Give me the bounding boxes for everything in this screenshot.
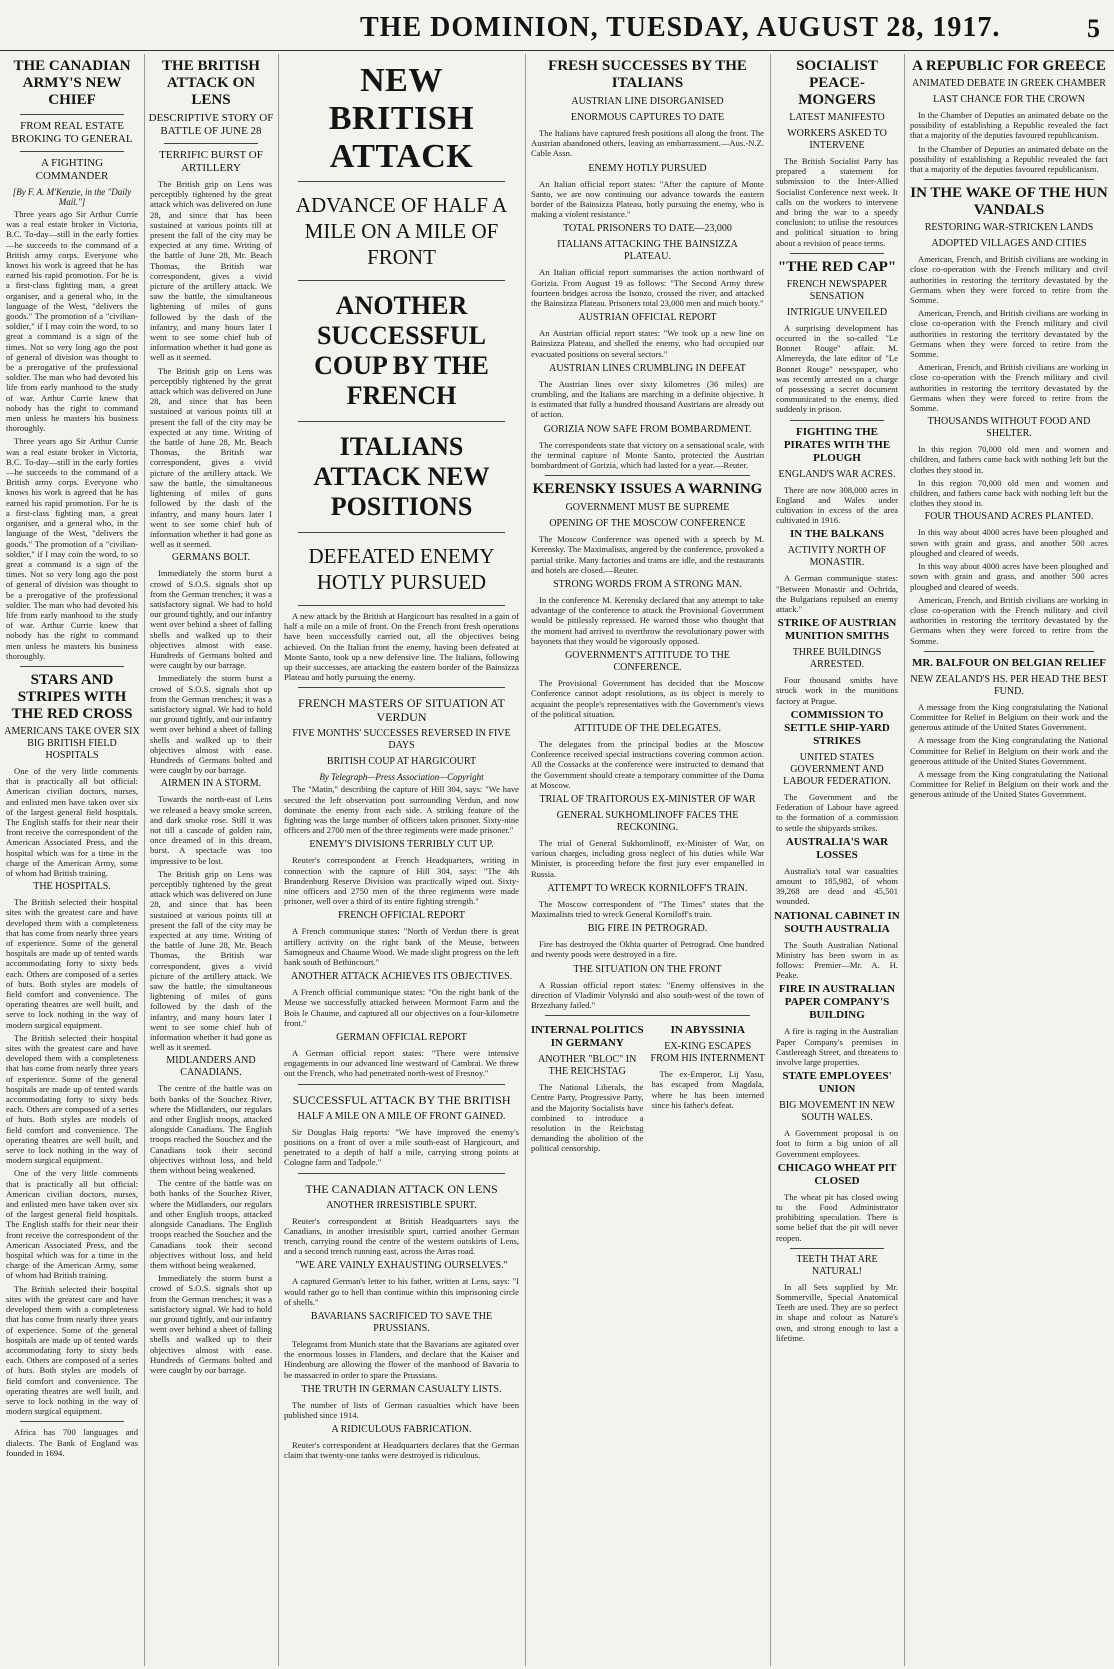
article-body: Three years ago Sir Arthur Currie was a real estate broker in Victoria, B.C. To-day—still in the early forties—he succeeds to the command of a British army corps. Everyone who knows his work is agreed that he has earned his rapid promotion. For he is a first-class fighting man, a great organiser, and a general who, in the language of the West, "delivers the goods." The promotion of a "civilian-soldier," if I may coin the word, to so great a command is a sign of the times. Not so very long ago the post of general of division was thought to be a prerogative of the professional soldier. The man who had devoted his life from early manhood to the study of war. Arthur Currie knew that nobody has the right to command men unless he masters his business thoroughly.	[6, 209, 138, 434]
article-body: An Italian official report summarises the action northward of Gorizia. From August 19 as follows: "The Second Army threw fourteen bridges across the Isonzo, crossed the river, and attacked the Bainsizza Plateau. Prisoners total 23,000 men and much booty."	[531, 267, 764, 309]
divider	[20, 666, 124, 667]
section-head: "WE ARE VAINLY EXHAUSTING OURSELVES."	[295, 1260, 508, 1272]
section-head: FRENCH OFFICIAL REPORT	[338, 910, 465, 922]
article-headline: CHICAGO WHEAT PIT CLOSED	[777, 1161, 897, 1187]
article-body: American, French, and British civilians are working in close co-operation with the French military and civil authorities in restoring the territory devastated by the Germans when they were forced to retire from the Somme.	[910, 594, 1108, 646]
article-body: A captured German's letter to his father, written at Lens, says: "I would rather go to hell than continue within this imprisoning circle of shells."	[284, 1276, 519, 1307]
article-body: The British Socialist Party has prepared a statement for submission to the Inter-Allied Socialist Conference next week. It calls on the workers to intervene and bring the war to a speedy conclusion; to utilise the resources and political situation to bring about a revision of peace terms.	[776, 156, 898, 248]
article-body: The British grip on Lens was perceptibly tightened by the great attack which was delivered on June 28, and since that has been sustained at various points till at present the fall of the city may be expected at any time. Writing of the battle of June 28, Mr. Beach Thomas, the British war correspondent, gives a vivid picture of the artillery attack. We saw the battle, the simultaneous lightening of miles of guns followed by the dash of the infantry, and many hours later I went to see some chief hub of information whether it had gone as well as it seemed.	[150, 365, 272, 550]
article-subhead: ACTIVITY NORTH OF MONASTIR.	[787, 545, 887, 569]
article-body: A message from the King congratulating the National Committee for Relief in Belgium on their work and the generous attitude of the United States Government.	[910, 768, 1108, 800]
article-headline: KERENSKY ISSUES A WARNING	[532, 481, 763, 498]
article-body: Immediately the storm burst a crowd of S.O.S. signals shot up from the German trenches; it was a satisfactory signal. We had to hold our ground tightly, and our infantry went over behind a sheet of falling shells and walked up to their objectives almost with ease. Hundreds of Germans bolted and were caught by our barrage.	[150, 568, 272, 671]
article-body: The British grip on Lens was perceptibly tightened by the great attack which was delivered on June 28, and since that has been sustained at various points till at present the fall of the city may be expected at any time. Writing of the battle of June 28, Mr. Beach Thomas, the British war correspondent, gives a vivid picture of the artillery attack. We saw the battle, the simultaneous lightening of miles of guns followed by the dash of the infantry, and many hours later I went to see some chief hub of information whether it had gone as well as it seemed.	[150, 868, 272, 1053]
article-body: American, French, and British civilians are working in close co-operation with the French military and civil authorities in restoring the territory devastated by the Germans when they were forced to retire from the Somme.	[910, 308, 1108, 360]
article-body: In this way about 4000 acres have been ploughed and sown with grain and grass, and another 500 acres ploughed and cleared of weeds.	[910, 561, 1108, 592]
article-body: Reuter's correspondent at French Headquarters, writing in connection with the capture of Hill 304, says: "The 4th Brandenburg Reserve Division was practically wiped out. Sixty-nine officers and 2750 men of the three regiments were made prisoner, well over a third of its entire fighting strength."	[284, 855, 519, 907]
article-subhead: DESCRIPTIVE STORY OF BATTLE OF JUNE 28	[148, 112, 274, 137]
section-head: BIG FIRE IN PETROGRAD.	[587, 923, 708, 935]
article-headline: MR. BALFOUR ON BELGIAN RELIEF	[911, 656, 1107, 669]
section-head: TRIAL OF TRAITOROUS EX-MINISTER OF WAR	[539, 793, 756, 805]
article-body: An Austrian official report states: "We took up a new line on Bainsizza Plateau, and shelled the enemy, who had occupied our evacuated positions on several sectors."	[531, 328, 764, 359]
section-head: GENERAL SUKHOMLINOFF FACES THE RECKONING.	[556, 809, 739, 833]
article-body: Immediately the storm burst a crowd of S.O.S. signals shot up from the German trenches; it was a satisfactory signal. We had to hold our ground tightly, and our infantry went over behind a sheet of falling shells and walked up to their objectives almost with ease. Hundreds of Germans bolted and were caught by our barrage.	[150, 673, 272, 776]
section-subhead: MIDLANDERS AND CANADIANS.	[166, 1055, 256, 1079]
article-body: American, French, and British civilians are working in close co-operation with the French military and civil authorities in restoring the territory devastated by the Germans when they were forced to retire from the Somme.	[910, 362, 1108, 414]
article-subhead: FROM REAL ESTATE BROKING TO GENERAL	[11, 120, 133, 145]
lead-intro: A new attack by the British at Hargicourt has resulted in a gain of half a mile on a mile of front. On the French front fresh operations have been successfully carried out, all the objectives being achieved. On the Italian front the enemy, having been defeated at Monte Santo, took up a new defensive line. The Italians, following up their successes, are attacking the eastern border of the Bainsizza Plateau and hotly pursuing the enemy.	[284, 611, 519, 683]
article-body: The number of lists of German casualties which have been published since 1914.	[284, 1399, 519, 1420]
section-head: BAVARIANS SACRIFICED TO SAVE THE PRUSSIANS.	[310, 1310, 493, 1334]
divider	[298, 1173, 505, 1174]
section-head: AUSTRIAN LINES CRUMBLING IN DEFEAT	[549, 362, 746, 374]
article-body: One of the very little comments that is practically all but official: American civilian doctors, nurses, and enlisted men have taken over six of the largest general field hospitals. The English staffs for their near their front receive the correspondent of the American Associated Press, and the hospital which was for a time in the charge of the American Army, some of whom had British training.	[6, 765, 138, 878]
article-body: In the Chamber of Deputies an animated debate on the possibility of establishing a Republic revealed the fact that a majority of the deputies favoured republicanism.	[910, 143, 1108, 175]
article-subhead: ENORMOUS CAPTURES TO DATE	[570, 112, 725, 123]
section-head: GERMAN OFFICIAL REPORT	[336, 1032, 467, 1044]
article-body: American, French, and British civilians are working in close co-operation with the French military and civil authorities in restoring the territory devastated by the Germans when they were forced to retire from the Somme.	[910, 254, 1108, 306]
article-subhead: UNITED STATES GOVERNMENT AND LABOUR FEDERATION.	[783, 751, 891, 787]
article-body: A surprising development has occurred in the so-called "Le Bonnet Rouge" affair. M. Almereyda, the late editor of "Le Bonnet Rouge" newspaper, who was recently arrested on a charge of possessing a secret document communicated to the enemy, died suddenly in prison.	[776, 322, 898, 415]
divider	[924, 651, 1094, 652]
article-headline: THE BRITISH ATTACK ON LENS	[162, 58, 260, 108]
article-body: A Government proposal is on foot to form a big union of all Government employees.	[776, 1128, 898, 1159]
lead-headline: NEW BRITISH ATTACK	[328, 62, 475, 175]
divider	[164, 143, 258, 144]
article-headline: NATIONAL CABINET IN SOUTH AUSTRALIA	[774, 909, 900, 935]
article-body: The Government and the Federation of Labour have agreed to the formation of a commission to settle the shipyards strikes.	[776, 791, 898, 833]
article-body: A French official communique states: "On the right bank of the Meuse we successfully attacked between Mormont Farm and the Bois le Chaume, and captured all our objectives on a four-kilometre front."	[284, 987, 519, 1028]
article-body: One of the very little comments that is practically all but official: American civilian doctors, nurses, and enlisted men have taken over six of the largest general field hospitals. The English staffs for their near their front receive the correspondent of the American Associated Press, and the hospital which was for a time in the charge of the American Army, some of whom had British training.	[6, 1168, 138, 1281]
article-headline: SOCIALIST PEACE-MONGERS	[796, 58, 878, 108]
section-head: ATTEMPT TO WRECK KORNILOFF'S TRAIN.	[547, 882, 748, 894]
article-body: The Moscow Conference was opened with a speech by M. Kerensky. The Maximalists, angered by the conference, provoked a partial strike. Many factories and trams are idle, and the restaurants and hotels are closed.—Reuter.	[531, 534, 764, 575]
article-headline: IN THE WAKE OF THE HUN VANDALS	[910, 185, 1108, 219]
article-body: In the Chamber of Deputies an animated debate on the possibility of establishing a Republic revealed the fact that a majority of the deputies favoured republicanism.	[910, 110, 1108, 141]
advertisement-headline: TEETH THAT ARE NATURAL!	[796, 1253, 878, 1277]
article-body: A German official report states: "There were intensive engagements in our advanced line westward of Cambrai. We threw out the French, who had penetrated north-west of Fresnoy."	[284, 1048, 519, 1079]
article-body: The centre of the battle was on both banks of the Souchez River, where the Midlanders, our regulars and other English troops, attacked alongside Canadians. The English troops reached the Souchez and the Canadians took their second objectives without loss, and held them without being weakened.	[150, 1178, 272, 1270]
column-separator	[144, 54, 145, 1666]
section-head: ITALIANS ATTACKING THE BAINSIZZA PLATEAU.	[557, 239, 738, 263]
divider	[298, 1084, 505, 1085]
article-body: The Provisional Government has decided that the Moscow Conference cannot adopt resolutions, as its object is merely to acquaint the people's representatives with the Government's views of the political situation.	[531, 678, 764, 719]
column-4	[527, 54, 768, 1666]
section-subhead: FOUR THOUSAND ACRES PLANTED.	[924, 511, 1094, 523]
article-subhead: TERRIFIC BURST OF ARTILLERY	[159, 149, 263, 174]
byline: [By F. A. M'Kenzie, in the "Daily Mail."]	[12, 187, 132, 207]
section-head: ANOTHER ATTACK ACHIEVES ITS OBJECTIVES.	[290, 971, 513, 983]
divider	[545, 475, 750, 476]
article-body: The ex-Emperor, Lij Yasu, has escaped from Magdala, where he has been interned since his father's defeat.	[651, 1069, 764, 1110]
column-separator	[904, 54, 905, 1666]
article-body: The correspondents state that victory on a sensational scale, with the terminal capture of Monte Santo, protected the Austrian bombardment of Gorizia, which had lasted for a year.—Reuter.	[531, 439, 764, 471]
masthead-title: THE DOMINION, TUESDAY, AUGUST 28, 1917.	[360, 12, 1001, 43]
article-body: Reuter's correspondent at British Headquarters says the Canadians, in another irresistible spurt, carried another German trench, carrying round the centre of the western outskirts of Lens, and a second trench running east, across the Arras road.	[284, 1215, 519, 1257]
divider	[790, 420, 884, 421]
lead-subhead: ANOTHER SUCCESSFUL COUP BY THE FRENCH	[314, 291, 489, 410]
article-body: The Austrian lines over sixty kilometres (36 miles) are crumbling, and the Italians are marching in a definite objective. It is estimated that fully a hundred thousand Austrians are already out of action.	[531, 378, 764, 420]
article-subhead: NEW ZEALAND'S HS. PER HEAD THE BEST FUND.	[910, 673, 1108, 697]
article-subhead: FIVE MONTHS' SUCCESSES REVERSED IN FIVE DAYS	[292, 728, 511, 752]
column-6	[906, 54, 1112, 1666]
divider	[298, 687, 505, 688]
article-subhead: INTRIGUE UNVEILED	[786, 306, 888, 318]
article-subhead: OPENING OF THE MOSCOW CONFERENCE	[549, 518, 746, 530]
article-body: The South Australian National Ministry has been sworn in as follows: Premier—Mr. A. H. Peake.	[776, 939, 898, 981]
article-headline: STARS AND STRIPES WITH THE RED CROSS	[11, 671, 133, 722]
article-body: Sir Douglas Haig reports: "We have improved the enemy's positions on a front of over a mile south-east of Hargicourt, and penetrated to a depth of half a mile, carrying strong points at Cologne farm and Tadpole."	[284, 1126, 519, 1168]
divider	[924, 179, 1094, 180]
section-subhead: AIRMEN IN A STORM.	[160, 778, 262, 790]
article-headline: STRIKE OF AUSTRIAN MUNITION SMITHS	[777, 617, 897, 643]
divider	[298, 421, 505, 422]
article-subhead: LAST CHANCE FOR THE CROWN	[933, 94, 1085, 105]
byline: By Telegraph—Press Association—Copyright	[319, 772, 484, 783]
article-subhead: AMERICANS TAKE OVER SIX BIG BRITISH FIELD HOSPITALS	[4, 725, 140, 761]
divider	[545, 1015, 750, 1016]
article-subhead: BIG MOVEMENT IN NEW SOUTH WALES.	[779, 1100, 895, 1124]
article-body: An Italian official report states: "After the capture of Monte Santo, we are now continuing our advance towards the eastern border of the Bainsizza Plateau, hotly pursuing the enemy, who is making a violent resistance."	[531, 178, 764, 220]
article-body: The wheat pit has closed owing to the Food Administrator prohibiting speculation. There is some belief that the pit will never reopen.	[776, 1191, 898, 1243]
article-subhead: GOVERNMENT MUST BE SUPREME	[565, 502, 730, 514]
article-body: A fire is raging in the Australian Paper Company's premises in Castlereagh Street, and threatens to involve large properties.	[776, 1026, 898, 1067]
section-head: GORIZIA NOW SAFE FROM BOMBARDMENT.	[543, 423, 752, 435]
article-headline: THE CANADIAN ARMY'S NEW CHIEF	[13, 58, 131, 108]
article-body: A French communique states: "North of Verdun there is great artillery activity on the right bank of the Meuse, between Samogneux and Chaume Wood. We made slight progress on the left bank south of Bethincourt."	[284, 926, 519, 968]
article-body: Fire has destroyed the Okhta quarter of Petrograd. One hundred and twenty poods were destroyed in a fire.	[531, 939, 764, 960]
column-3-lead	[280, 54, 523, 1666]
article-subhead: RESTORING WAR-STRICKEN LANDS	[924, 222, 1094, 234]
article-body: The British selected their hospital sites with the greatest care and have developed them with a completeness that has come from nearly three years of experience. Some of the general hospitals are made up of tented wards accommodating forty to sixty beds each. Others are composed of a series of huts. Both styles are models of field comfort and convenience. The operating theatres are well built, and serve to lock nothing in the way of modern surgical equipment.	[6, 897, 138, 1030]
article-headline: FIRE IN AUSTRALIAN PAPER COMPANY'S BUILDING	[778, 983, 896, 1022]
section-head: AUSTRIAN OFFICIAL REPORT	[578, 312, 717, 324]
article-body: The centre of the battle was on both banks of the Souchez River, where the Midlanders, our regulars and other English troops, attacked alongside Canadians. The English troops reached the Souchez and the Canadians took their second objectives without loss, and held them without being weakened.	[150, 1083, 272, 1176]
section-head: THE TRUTH IN GERMAN CASUALTY LISTS.	[301, 1383, 502, 1395]
article-subhead: ANOTHER "BLOC" IN THE REICHSTAG	[538, 1054, 637, 1078]
article-subhead: AUSTRIAN LINE DISORGANISED	[571, 96, 724, 107]
article-headline: STATE EMPLOYEES' UNION	[782, 1070, 892, 1096]
article-body: The trial of General Sukhomlinoff, ex-Minister of War, on various charges, including gross neglect of his duties while War Minister, is proceeding before the first jury ever empanelled in Russia.	[531, 837, 764, 879]
article-subhead: THREE BUILDINGS ARRESTED.	[792, 647, 882, 671]
article-body: Telegrams from Munich state that the Bavarians are agitated over the enormous losses in Flanders, and declare that the Kaiser and Hindenburg are allowing the flower of the manhood of Bavaria to be massacred in order to spare the Prussians.	[284, 1338, 519, 1380]
article-body: There are now 308,000 acres in England and Wales under cultivation in excess of the area cultivated in 1916.	[776, 484, 898, 526]
article-headline: THE CANADIAN ATTACK ON LENS	[305, 1181, 498, 1196]
article-headline: A REPUBLIC FOR GREECE	[912, 58, 1106, 74]
column-separator	[278, 54, 279, 1666]
section-head: A RIDICULOUS FABRICATION.	[331, 1424, 472, 1436]
section-head: GOVERNMENT'S ATTITUDE TO THE CONFERENCE.	[565, 650, 730, 674]
divider	[790, 253, 884, 254]
article-body: A Russian official report states: "Enemy offensives in the direction of Vladimir Volynski and also south-west of the town of Brzezhany failed."	[531, 979, 764, 1010]
article-headline: IN THE BALKANS	[790, 528, 884, 541]
article-headline: IN ABYSSINIA	[670, 1024, 745, 1037]
article-body: The British selected their hospital sites with the greatest care and have developed them with a completeness that has come from nearly three years of experience. Some of the general hospitals are made up of tented wards accommodating forty to sixty beds each. Others are composed of a series of huts. Both styles are models of field comfort and convenience. The operating theatres are well built, and serve to lock nothing in the way of modern surgical equipment.	[6, 1283, 138, 1417]
article-body: Towards the north-east of Lens we released a heavy smoke screen, and dark smoke rose. Still it was not till a cascade of golden rain, once dreamed of in this dream, burst. A spectacle was too impressive to be lost.	[150, 794, 272, 866]
masthead	[0, 0, 1114, 51]
divider	[20, 1421, 124, 1422]
article-body: Four thousand smiths have struck work in the munitions factory at Prague.	[776, 675, 898, 706]
divider	[790, 1248, 884, 1249]
divider	[20, 151, 124, 152]
bottom-right	[648, 1021, 769, 1156]
section-head: ENEMY HOTLY PURSUED	[588, 162, 707, 174]
article-body: In this way about 4000 acres have been ploughed and sown with grain and grass, and another 500 acres ploughed and cleared of weeds.	[910, 527, 1108, 558]
section-subhead: GERMANS BOLT.	[171, 552, 251, 564]
article-subhead: ANOTHER IRRESISTIBLE SPURT.	[326, 1199, 477, 1211]
page-number: 5	[1087, 14, 1100, 43]
lead-subhead: ITALIANS ATTACK NEW POSITIONS	[313, 432, 490, 521]
article-subhead: HALF A MILE ON A MILE OF FRONT GAINED.	[297, 1110, 506, 1122]
article-subhead: ANIMATED DEBATE IN GREEK CHAMBER	[912, 78, 1106, 89]
section-head: ATTITUDE OF THE DELEGATES.	[573, 722, 722, 734]
article-subhead: ENGLAND'S WAR ACRES.	[778, 468, 896, 480]
article-body: In this region 70,000 old men and women and children, and fathers came back with nothing left but the clothes they stood in.	[910, 477, 1108, 509]
article-subhead: FRENCH NEWSPAPER SENSATION	[786, 278, 888, 302]
column-separator	[525, 54, 526, 1666]
article-headline: SUCCESSFUL ATTACK BY THE BRITISH	[292, 1092, 511, 1107]
lead-subhead: ADVANCE OF HALF A MILE ON A MILE OF FRONT	[295, 193, 508, 269]
article-body: A German communique states: "Between Monastir and Ochrida, the Bulgarians repulsed an enemy attack."	[776, 573, 898, 615]
article-subhead: BRITISH COUP AT HARGICOURT	[326, 756, 477, 768]
advertisement-body: In all Sets supplied by Mr. Sommerville, Special Anatomical Teeth are used. They are so perfect in shape and colour as Nature's own, and strong enough to last a lifetime.	[776, 1281, 898, 1343]
article-body: In the conference M. Kerensky declared that any attempt to take advantage of the conference to attack the Provisional Government would be pitilessly repressed. He warned those who thought that the moment had arrived to overthrow the revolutionary power with bayonets that they would be vigorously opposed.	[531, 595, 764, 646]
section-subhead: THOUSANDS WITHOUT FOOD AND SHELTER.	[927, 416, 1091, 440]
section-head: TOTAL PRISONERS TO DATE—23,000	[563, 223, 732, 235]
section-head: THE SITUATION ON THE FRONT	[573, 963, 722, 975]
divider	[20, 114, 124, 115]
section-subhead: THE HOSPITALS.	[33, 881, 111, 893]
article-body: A message from the King congratulating the National Committee for Relief in Belgium on their work and the generous attitude of the United States Government.	[910, 735, 1108, 766]
section-head: STRONG WORDS FROM A STRONG MAN.	[553, 579, 742, 591]
article-body: Immediately the storm burst a crowd of S.O.S. signals shot up from the German trenches; it was a satisfactory signal. We had to hold our ground tightly, and our infantry went over behind a sheet of falling shells and walked up to their objectives almost with ease. Hundreds of Germans bolted and were caught by our barrage.	[150, 1273, 272, 1375]
divider	[298, 181, 505, 182]
section-head: ENEMY'S DIVISIONS TERRIBLY CUT UP.	[309, 839, 494, 851]
filler-text: Africa has 700 languages and dialects. The Bank of England was founded in 1694.	[6, 1427, 138, 1458]
article-headline: COMMISSION TO SETTLE SHIP-YARD STRIKES	[784, 708, 890, 747]
article-body: Three years ago Sir Arthur Currie was a real estate broker in Victoria, B.C. To-day—still in the early forties—he succeeds to the command of a British army corps. Everyone who knows his work is agreed that he has earned his rapid promotion. For he is a first-class fighting man, a great organiser, and a general who, in the language of the West, "delivers the goods." The promotion of a "civilian-soldier," if I may coin the word, to so great a command is a sign of the times. Not so very long ago the post of general of division was thought to be a prerogative of the professional soldier. The man who had devoted his life from early manhood to the study of war. Arthur Currie knew that nobody has the right to command men unless he masters his business thoroughly.	[6, 436, 138, 661]
lead-subhead: DEFEATED ENEMY HOTLY PURSUED	[308, 544, 495, 594]
column-separator	[770, 54, 771, 1666]
column-2	[146, 54, 276, 1666]
article-body: The National Liberals, the Centre Party, Progressive Party, and the Majority Socialists have combined to introduce a resolution in the Reichstag demanding the abolition of the political censorship.	[531, 1082, 644, 1154]
article-subhead: LATEST MANIFESTO	[789, 112, 885, 123]
divider	[298, 280, 505, 281]
article-subhead: EX-KING ESCAPES FROM HIS INTERNMENT	[650, 1041, 765, 1065]
article-headline: "THE RED CAP"	[777, 258, 897, 275]
divider	[298, 605, 505, 606]
article-body: Reuter's correspondent at Headquarters declares that the German claim that twenty-one tanks were destroyed is ridiculous.	[284, 1440, 519, 1461]
article-body: The British grip on Lens was perceptibly tightened by the great attack which was delivered on June 28, and since that has been sustained at various points till at present the fall of the city may be expected at any time. Writing of the battle of June 28, Mr. Beach Thomas, the British war correspondent, gives a vivid picture of the artillery attack. We saw the battle, the simultaneous lightening of miles of guns followed by the dash of the infantry, and many hours later I went to see some chief hub of information whether it had gone as well as it seemed.	[150, 179, 272, 363]
article-body: The "Matin," describing the capture of Hill 304, says: "We have secured the left observation post surrounding Verdun, and now dominate the enemy front each side. A striking feature of the fighting was the large number of officers taken prisoner. Sixty-nine officers and 2700 men of the three regiments were made prisoner."	[284, 784, 519, 836]
article-subhead: ADOPTED VILLAGES AND CITIES	[931, 238, 1087, 250]
article-headline: AUSTRALIA'S WAR LOSSES	[785, 835, 889, 861]
article-body: Australia's total war casualties amount to 185,982, of whom 39,268 are dead and 45,501 wounded.	[776, 865, 898, 907]
article-body: A message from the King congratulating the National Committee for Relief in Belgium on their work and the generous attitude of the United States Government.	[910, 701, 1108, 733]
bottom-split	[527, 1021, 768, 1156]
article-body: In this region 70,000 old men and women and children, and fathers came back with nothing left but the clothes they stood in.	[910, 444, 1108, 475]
article-headline: FRENCH MASTERS OF SITUATION AT VERDUN	[298, 696, 505, 725]
article-body: The Moscow correspondent of "The Times" states that the Maximalists tried to wreck General Korniloff's train.	[531, 898, 764, 919]
article-headline: FIGHTING THE PIRATES WITH THE PLOUGH	[783, 425, 891, 464]
column-1	[2, 54, 142, 1666]
article-subhead: A FIGHTING COMMANDER	[35, 157, 109, 182]
article-subhead: WORKERS ASKED TO INTERVENE	[787, 128, 887, 151]
divider	[298, 532, 505, 533]
article-body: The delegates from the principal bodies at the Moscow Conference received special instructions covering common action. All the Cossacks at the conference were instructed to demand that the Government should create a temporary committee of the Duma at Moscow.	[531, 738, 764, 790]
article-headline: INTERNAL POLITICS IN GERMANY	[530, 1024, 644, 1050]
article-body: The Italians have captured fresh positions all along the front. The Austrian abandoned others, leaving an embarrassment.—Aus.-N.Z. Cable Assn.	[531, 128, 764, 159]
article-body: The British selected their hospital sites with the greatest care and have developed them with a completeness that has come from nearly three years of experience. Some of the general hospitals are made up of tented wards accommodating forty to sixty beds each. Others are composed of a series of huts. Both styles are models of field comfort and convenience. The operating theatres are well built, and serve to lock nothing in the way of modern surgical equipment.	[6, 1032, 138, 1166]
column-5	[772, 54, 902, 1666]
bottom-left	[527, 1021, 648, 1156]
article-headline: FRESH SUCCESSES BY THE ITALIANS	[548, 58, 747, 91]
